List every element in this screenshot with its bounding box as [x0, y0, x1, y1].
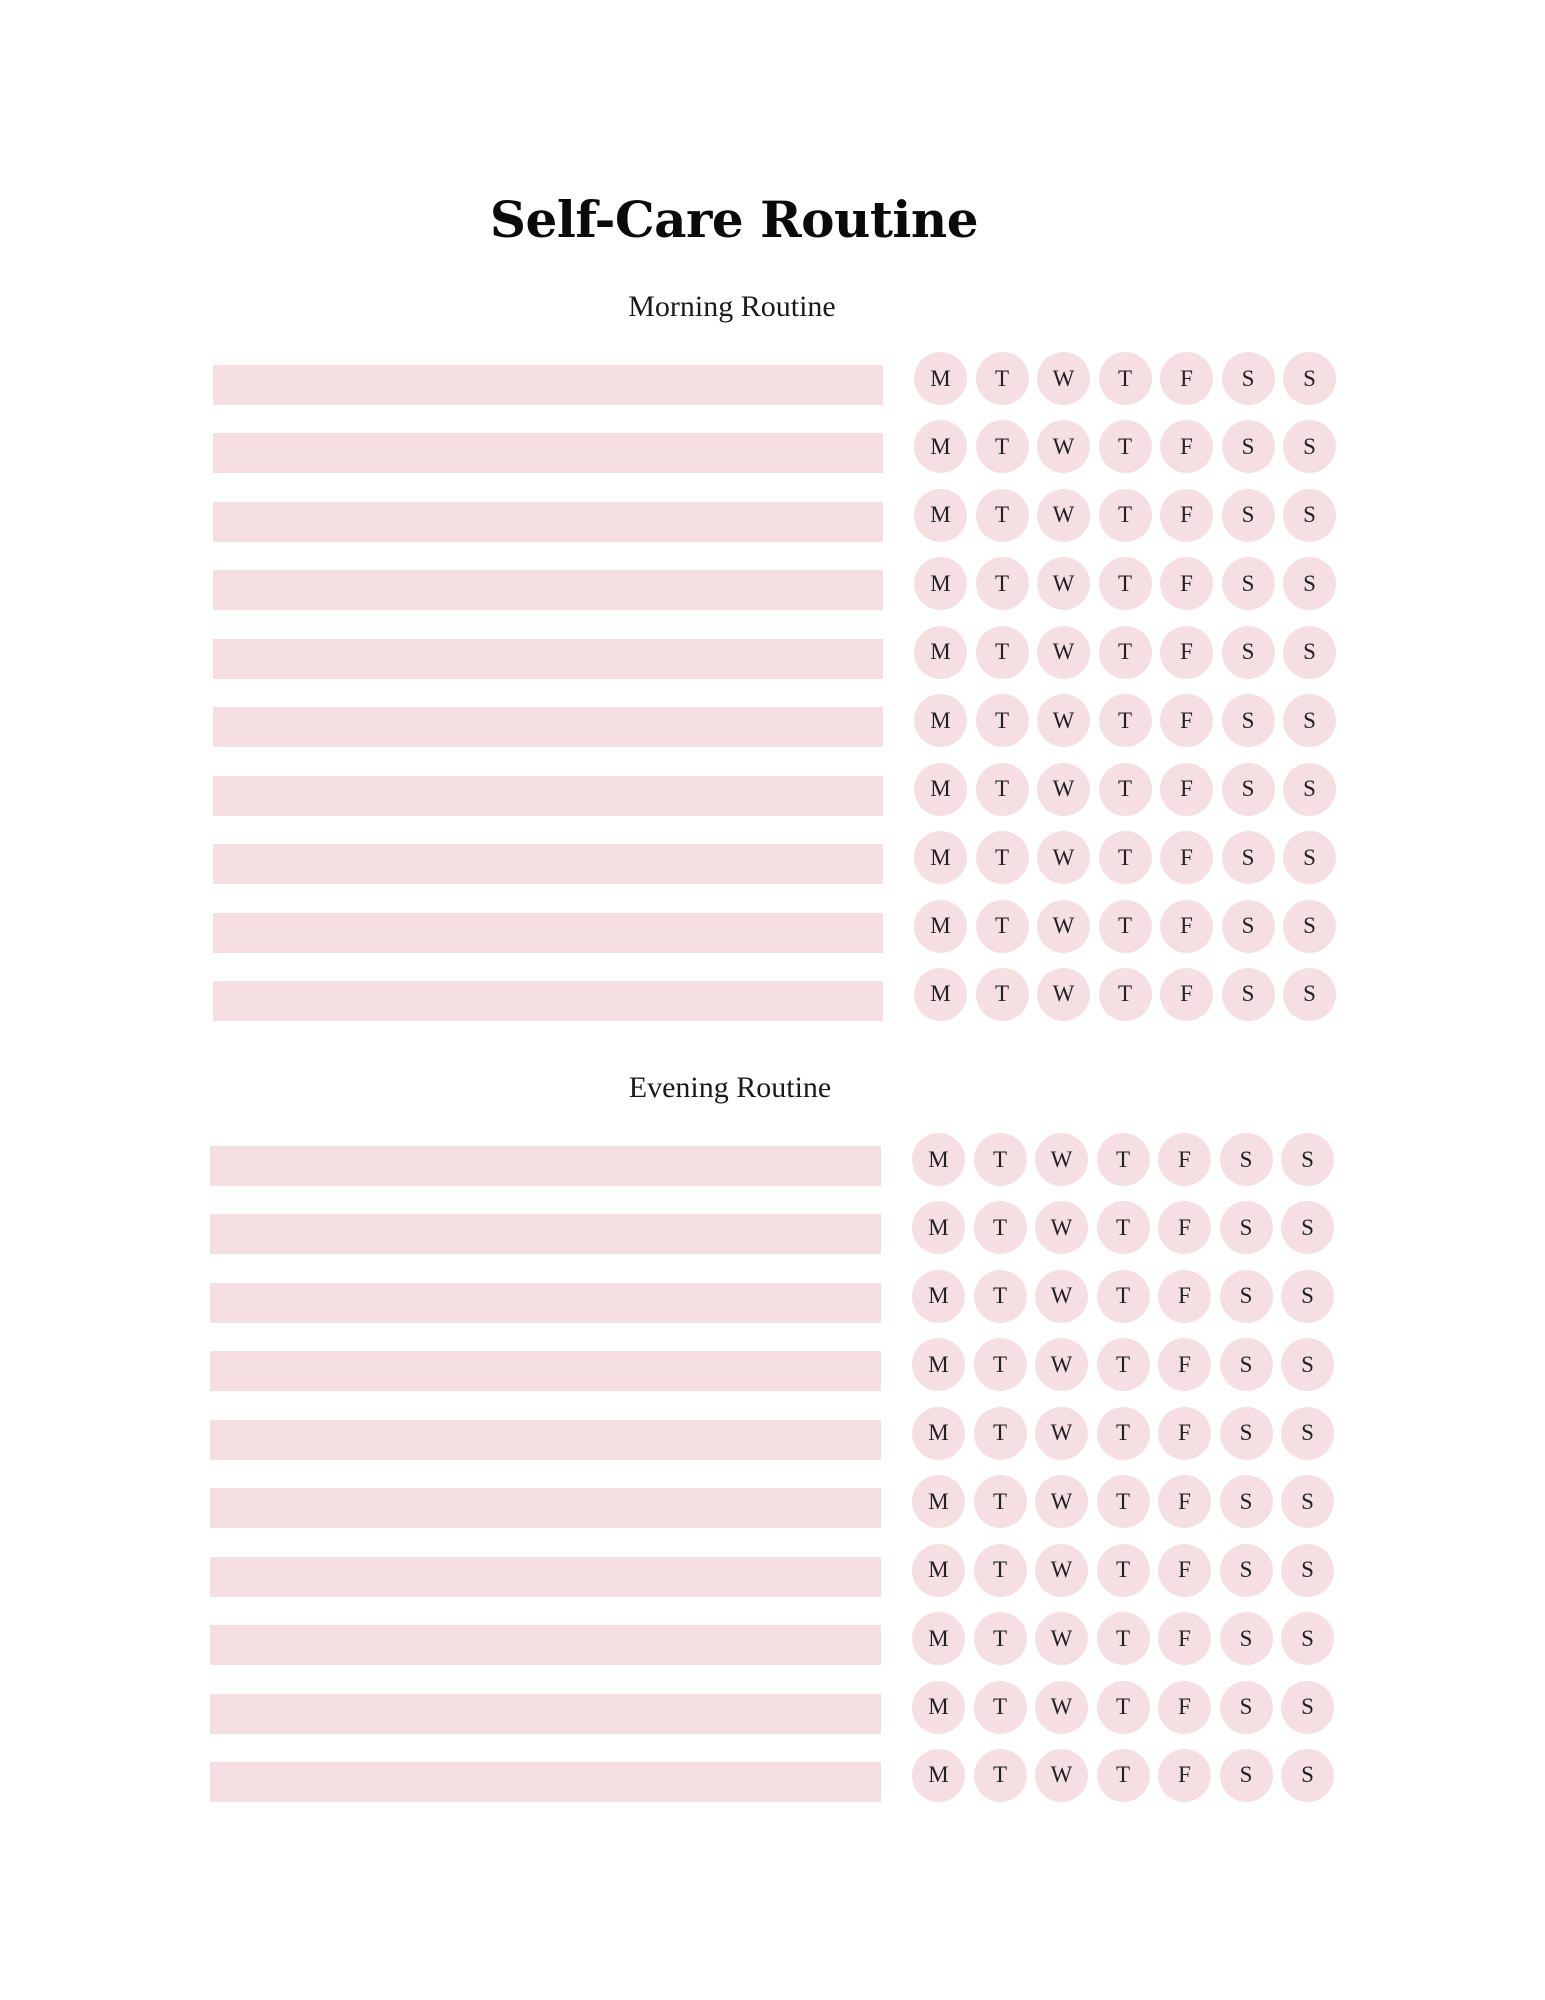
routine-row	[213, 831, 1336, 884]
day-checkbox[interactable]: S	[1283, 352, 1336, 405]
day-checkbox[interactable]: S	[1222, 968, 1275, 1021]
day-checkbox[interactable]: M	[912, 1681, 965, 1734]
routine-row	[213, 694, 1336, 747]
day-checkbox[interactable]: S	[1220, 1749, 1273, 1802]
day-checkbox[interactable]: F	[1160, 831, 1213, 884]
day-checkbox[interactable]: S	[1281, 1612, 1334, 1665]
day-checkbox[interactable]: F	[1160, 489, 1213, 542]
routine-row	[210, 1475, 1334, 1528]
day-checkbox[interactable]: F	[1160, 968, 1213, 1021]
day-checkbox[interactable]: M	[912, 1201, 965, 1254]
day-checkbox[interactable]: S	[1220, 1133, 1273, 1186]
day-checkbox[interactable]: T	[974, 1133, 1027, 1186]
day-checkbox[interactable]: T	[974, 1681, 1027, 1734]
day-checkbox[interactable]: T	[976, 626, 1029, 679]
day-checkbox[interactable]: T	[1097, 1338, 1150, 1391]
day-checkbox[interactable]: T	[1097, 1681, 1150, 1734]
day-checkbox[interactable]: S	[1222, 489, 1275, 542]
day-checkbox[interactable]: F	[1158, 1201, 1211, 1254]
day-checkbox[interactable]: T	[1099, 420, 1152, 473]
day-checkbox[interactable]: S	[1220, 1475, 1273, 1528]
day-checkbox[interactable]: M	[914, 694, 967, 747]
day-checkbox[interactable]: F	[1158, 1544, 1211, 1597]
task-input-bar[interactable]	[210, 1420, 881, 1460]
task-input-bar[interactable]	[213, 365, 883, 405]
day-checkbox[interactable]: T	[976, 694, 1029, 747]
day-checkbox[interactable]: M	[914, 831, 967, 884]
day-checkbox[interactable]: M	[914, 557, 967, 610]
routine-row	[210, 1681, 1334, 1734]
routine-row	[213, 900, 1336, 953]
task-input-bar[interactable]	[210, 1694, 881, 1734]
day-checkbox[interactable]: T	[974, 1270, 1027, 1323]
day-checkbox[interactable]: M	[912, 1612, 965, 1665]
routine-row	[213, 420, 1336, 473]
routine-row	[213, 489, 1336, 542]
day-checkbox[interactable]: T	[974, 1338, 1027, 1391]
task-input-bar[interactable]	[210, 1762, 881, 1802]
day-checkbox[interactable]: F	[1158, 1270, 1211, 1323]
day-checkbox[interactable]: T	[1099, 900, 1152, 953]
routine-row	[210, 1544, 1334, 1597]
day-checkbox[interactable]: M	[912, 1270, 965, 1323]
day-checkbox[interactable]: T	[1097, 1407, 1150, 1460]
day-checkbox[interactable]: M	[914, 626, 967, 679]
day-checkbox[interactable]: S	[1281, 1133, 1334, 1186]
day-checkbox[interactable]: S	[1220, 1407, 1273, 1460]
day-checkbox[interactable]: S	[1222, 763, 1275, 816]
routine-row	[210, 1407, 1334, 1460]
day-checkbox[interactable]: W	[1035, 1338, 1088, 1391]
morning-routine-heading: Morning Routine	[628, 290, 836, 323]
day-checkbox[interactable]: S	[1220, 1270, 1273, 1323]
day-checkbox[interactable]: T	[974, 1475, 1027, 1528]
routine-row	[213, 763, 1336, 816]
day-checkbox[interactable]: W	[1037, 900, 1090, 953]
day-checkbox[interactable]: T	[974, 1544, 1027, 1597]
day-checkbox[interactable]: S	[1222, 831, 1275, 884]
day-checkbox[interactable]: W	[1035, 1681, 1088, 1734]
day-checkbox[interactable]: T	[1097, 1475, 1150, 1528]
routine-row	[210, 1133, 1334, 1186]
routine-row	[210, 1338, 1334, 1391]
day-checkbox[interactable]: S	[1281, 1201, 1334, 1254]
day-checkbox[interactable]: W	[1035, 1133, 1088, 1186]
day-checkbox[interactable]: T	[976, 763, 1029, 816]
day-checkbox[interactable]: S	[1222, 626, 1275, 679]
routine-row	[210, 1201, 1334, 1254]
day-checkbox[interactable]: S	[1222, 557, 1275, 610]
day-checkbox[interactable]: T	[1099, 557, 1152, 610]
day-checkbox[interactable]: S	[1281, 1544, 1334, 1597]
day-checkbox[interactable]: S	[1283, 489, 1336, 542]
day-checkbox[interactable]: T	[974, 1201, 1027, 1254]
task-input-bar[interactable]	[213, 776, 883, 816]
day-checkbox[interactable]: F	[1158, 1475, 1211, 1528]
day-checkbox[interactable]: W	[1037, 831, 1090, 884]
day-checkbox[interactable]: W	[1035, 1407, 1088, 1460]
day-checkbox[interactable]: T	[1099, 763, 1152, 816]
routine-row	[213, 352, 1336, 405]
day-checkbox[interactable]: W	[1037, 968, 1090, 1021]
task-input-bar[interactable]	[210, 1146, 881, 1186]
day-checkbox[interactable]: W	[1035, 1749, 1088, 1802]
day-checkbox[interactable]: M	[914, 489, 967, 542]
task-input-bar[interactable]	[210, 1488, 881, 1528]
routine-row	[213, 626, 1336, 679]
day-checkbox[interactable]: T	[976, 968, 1029, 1021]
day-checkbox[interactable]: M	[912, 1749, 965, 1802]
day-checkbox[interactable]: S	[1283, 557, 1336, 610]
day-checkbox[interactable]: W	[1037, 626, 1090, 679]
day-checkbox[interactable]: W	[1037, 352, 1090, 405]
day-checkbox[interactable]: M	[912, 1133, 965, 1186]
day-checkbox[interactable]: T	[976, 489, 1029, 542]
day-checkbox[interactable]: F	[1160, 420, 1213, 473]
day-checkbox[interactable]: T	[1097, 1270, 1150, 1323]
day-checkbox[interactable]: F	[1158, 1407, 1211, 1460]
day-checkbox[interactable]: W	[1035, 1201, 1088, 1254]
day-checkbox[interactable]: W	[1035, 1475, 1088, 1528]
day-checkbox[interactable]: T	[1099, 626, 1152, 679]
routine-row	[210, 1612, 1334, 1665]
day-checkbox[interactable]: W	[1037, 420, 1090, 473]
routine-row	[210, 1749, 1334, 1802]
day-checkbox[interactable]: S	[1220, 1544, 1273, 1597]
day-checkbox[interactable]: S	[1283, 420, 1336, 473]
day-checkbox[interactable]: W	[1037, 694, 1090, 747]
task-input-bar[interactable]	[213, 502, 883, 542]
day-checkbox[interactable]: S	[1283, 900, 1336, 953]
day-checkbox[interactable]: W	[1037, 489, 1090, 542]
task-input-bar[interactable]	[213, 707, 883, 747]
day-checkbox[interactable]: T	[1099, 694, 1152, 747]
day-checkbox[interactable]: T	[976, 831, 1029, 884]
page-title: Self-Care Routine	[489, 190, 979, 249]
day-checkbox[interactable]: S	[1222, 352, 1275, 405]
day-checkbox[interactable]: T	[976, 557, 1029, 610]
day-checkbox[interactable]: T	[1099, 489, 1152, 542]
day-checkbox[interactable]: S	[1283, 831, 1336, 884]
day-checkbox[interactable]: S	[1281, 1749, 1334, 1802]
day-checkbox[interactable]: M	[912, 1544, 965, 1597]
day-checkbox[interactable]: S	[1281, 1681, 1334, 1734]
day-checkbox[interactable]: W	[1035, 1544, 1088, 1597]
task-input-bar[interactable]	[213, 981, 883, 1021]
routine-row	[213, 557, 1336, 610]
day-checkbox[interactable]: T	[974, 1749, 1027, 1802]
day-checkbox[interactable]: F	[1158, 1612, 1211, 1665]
day-checkbox[interactable]: S	[1281, 1407, 1334, 1460]
task-input-bar[interactable]	[213, 433, 883, 473]
day-checkbox[interactable]: S	[1283, 694, 1336, 747]
day-checkbox[interactable]: S	[1281, 1475, 1334, 1528]
day-checkbox[interactable]: T	[1099, 352, 1152, 405]
day-checkbox[interactable]: S	[1220, 1338, 1273, 1391]
day-checkbox[interactable]: F	[1160, 557, 1213, 610]
day-checkbox[interactable]: F	[1160, 694, 1213, 747]
day-checkbox[interactable]: M	[914, 968, 967, 1021]
task-input-bar[interactable]	[210, 1214, 881, 1254]
task-input-bar[interactable]	[213, 639, 883, 679]
day-checkbox[interactable]: F	[1158, 1133, 1211, 1186]
day-checkbox[interactable]: T	[976, 900, 1029, 953]
routine-row	[210, 1270, 1334, 1323]
day-checkbox[interactable]: T	[1097, 1612, 1150, 1665]
day-checkbox[interactable]: W	[1035, 1270, 1088, 1323]
day-checkbox[interactable]: T	[976, 352, 1029, 405]
day-checkbox[interactable]: T	[976, 420, 1029, 473]
day-checkbox[interactable]: S	[1222, 900, 1275, 953]
day-checkbox[interactable]: S	[1283, 626, 1336, 679]
day-checkbox[interactable]: W	[1035, 1612, 1088, 1665]
day-checkbox[interactable]: W	[1037, 763, 1090, 816]
task-input-bar[interactable]	[213, 570, 883, 610]
day-checkbox[interactable]: S	[1222, 694, 1275, 747]
day-checkbox[interactable]: S	[1220, 1681, 1273, 1734]
day-checkbox[interactable]: F	[1158, 1749, 1211, 1802]
day-checkbox[interactable]: M	[912, 1338, 965, 1391]
task-input-bar[interactable]	[210, 1351, 881, 1391]
day-checkbox[interactable]: M	[914, 352, 967, 405]
day-checkbox[interactable]: T	[1099, 831, 1152, 884]
day-checkbox[interactable]: M	[914, 900, 967, 953]
day-checkbox[interactable]: M	[914, 763, 967, 816]
routine-row	[213, 968, 1336, 1021]
task-input-bar[interactable]	[213, 844, 883, 884]
day-checkbox[interactable]: F	[1160, 626, 1213, 679]
task-input-bar[interactable]	[210, 1557, 881, 1597]
task-input-bar[interactable]	[213, 913, 883, 953]
day-checkbox[interactable]: S	[1220, 1201, 1273, 1254]
day-checkbox[interactable]: F	[1160, 763, 1213, 816]
day-checkbox[interactable]: F	[1160, 900, 1213, 953]
day-checkbox[interactable]: F	[1158, 1681, 1211, 1734]
task-input-bar[interactable]	[210, 1625, 881, 1665]
day-checkbox[interactable]: T	[1097, 1201, 1150, 1254]
day-checkbox[interactable]: S	[1283, 763, 1336, 816]
day-checkbox[interactable]: T	[974, 1612, 1027, 1665]
day-checkbox[interactable]: W	[1037, 557, 1090, 610]
evening-routine-heading: Evening Routine	[628, 1071, 832, 1104]
day-checkbox[interactable]: F	[1158, 1338, 1211, 1391]
day-checkbox[interactable]: T	[1097, 1544, 1150, 1597]
day-checkbox[interactable]: S	[1281, 1270, 1334, 1323]
day-checkbox[interactable]: M	[912, 1407, 965, 1460]
day-checkbox[interactable]: F	[1160, 352, 1213, 405]
day-checkbox[interactable]: M	[914, 420, 967, 473]
task-input-bar[interactable]	[210, 1283, 881, 1323]
day-checkbox[interactable]: S	[1283, 968, 1336, 1021]
day-checkbox[interactable]: S	[1222, 420, 1275, 473]
day-checkbox[interactable]: T	[974, 1407, 1027, 1460]
day-checkbox[interactable]: T	[1097, 1749, 1150, 1802]
day-checkbox[interactable]: S	[1220, 1612, 1273, 1665]
day-checkbox[interactable]: S	[1281, 1338, 1334, 1391]
day-checkbox[interactable]: M	[912, 1475, 965, 1528]
day-checkbox[interactable]: T	[1097, 1133, 1150, 1186]
day-checkbox[interactable]: T	[1099, 968, 1152, 1021]
